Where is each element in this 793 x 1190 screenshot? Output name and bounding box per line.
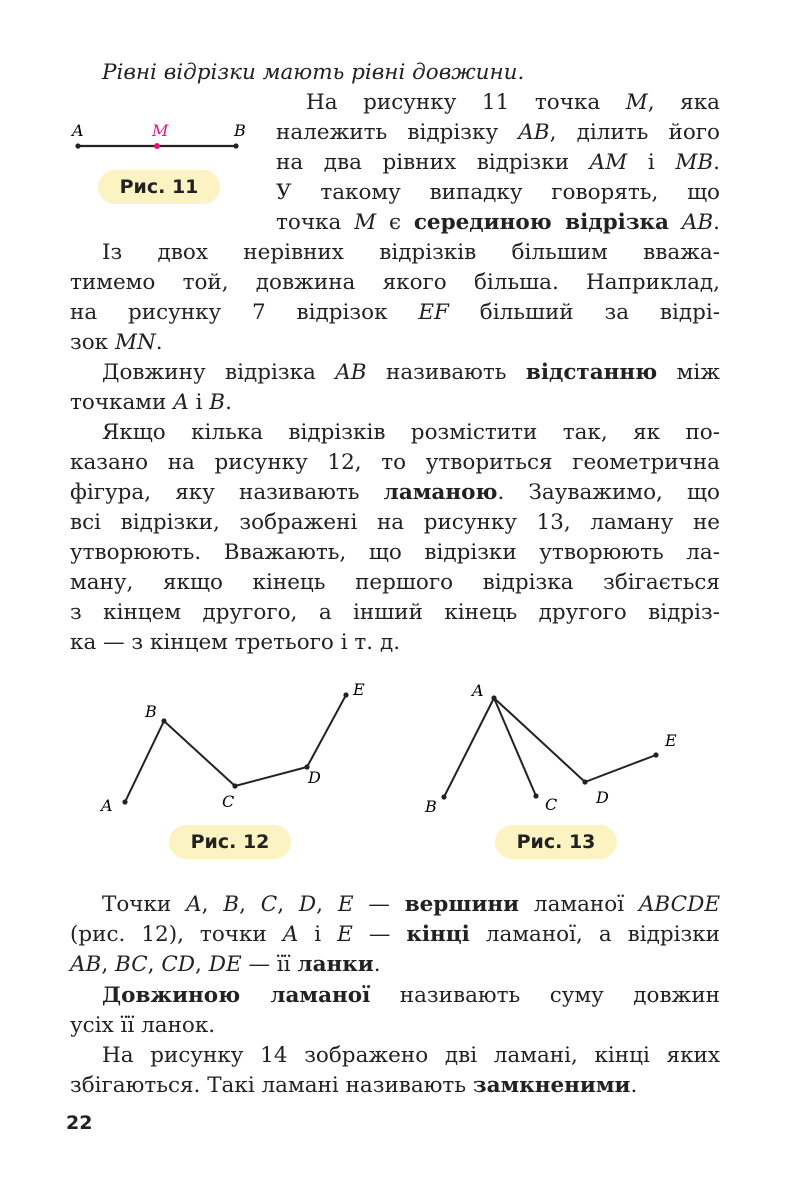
text-line: Довжину відрізка AB називають відстанню між bbox=[102, 360, 720, 385]
text-line: всі відрізки, зображені на рисунку 13, ламану не bbox=[70, 510, 720, 535]
point-e bbox=[653, 752, 658, 757]
figure-12-caption: Рис. 12 bbox=[169, 825, 291, 859]
text-line: ка — з кінцем третього і т. д. bbox=[70, 630, 401, 655]
point-c bbox=[533, 793, 538, 798]
text-line: усіх її ланок. bbox=[70, 1013, 216, 1038]
text-line: казано на рисунку 12, то утвориться геометрична bbox=[70, 450, 720, 475]
text-line: з кінцем другого, а інший кінець другого відріз- bbox=[70, 600, 720, 625]
page-number: 22 bbox=[66, 1112, 93, 1134]
text-line: У такому випадку говорять, що bbox=[276, 180, 720, 205]
point-d bbox=[582, 779, 587, 784]
text-line: на рисунку 7 відрізок EF більший за відрі- bbox=[70, 300, 720, 325]
text-line: утворюють. Вважають, що відрізки утворюють ла- bbox=[70, 540, 720, 565]
vertex-b bbox=[161, 718, 166, 723]
vertex-a bbox=[122, 799, 127, 804]
label-m: M bbox=[152, 121, 169, 140]
text-line: Довжиною ламаної називають суму довжин bbox=[102, 983, 720, 1008]
figure-11-caption: Рис. 11 bbox=[98, 170, 220, 204]
text-line: фігура, яку називають ламаною. Зауважимо, що bbox=[70, 480, 720, 505]
figure-13-caption: Рис. 13 bbox=[495, 825, 617, 859]
figure-12 bbox=[90, 672, 390, 822]
segment-ad bbox=[494, 698, 585, 782]
text-line: На рисунку 11 точка M, яка bbox=[306, 90, 720, 115]
text-line: на два рівних відрізки AM і MB. bbox=[276, 150, 721, 175]
segment-ab bbox=[444, 698, 494, 797]
figure-11 bbox=[66, 116, 266, 166]
text-line: зок MN. bbox=[70, 330, 163, 355]
point-a bbox=[491, 695, 496, 700]
text-line: Рівні відрізки мають рівні довжини. bbox=[102, 60, 525, 85]
label-d: D bbox=[596, 788, 609, 807]
point-b bbox=[233, 143, 238, 148]
text-line: належить відрізку AB, ділить його bbox=[276, 120, 720, 145]
label-a: A bbox=[472, 681, 484, 700]
vertex-e bbox=[343, 692, 348, 697]
text-line: тимемо той, довжина якого більша. Наприклад, bbox=[70, 270, 720, 295]
vertex-c bbox=[232, 783, 237, 788]
label-a: A bbox=[101, 796, 113, 815]
text-line: (рис. 12), точки A і E — кінці ламаної, а відрізки bbox=[70, 922, 721, 947]
text-line: Якщо кілька відрізків розмістити так, як по- bbox=[102, 420, 720, 445]
text-line: точками A і B. bbox=[70, 390, 232, 415]
text-line: збігаються. Такі ламані називають замкненими. bbox=[70, 1073, 638, 1098]
label-d: D bbox=[308, 768, 321, 787]
text-line: точка M є серединою відрізка AB. bbox=[276, 210, 720, 235]
point-b bbox=[441, 794, 446, 799]
label-b: B bbox=[145, 702, 157, 721]
label-e: E bbox=[665, 731, 677, 750]
label-b: B bbox=[425, 797, 437, 816]
segment-de bbox=[585, 755, 656, 782]
text-line: ману, якщо кінець першого відрізка збігається bbox=[70, 570, 720, 595]
text-line: Із двох нерівних відрізків більшим вважа- bbox=[102, 240, 720, 265]
point-m bbox=[154, 143, 160, 149]
segment-ac bbox=[494, 698, 536, 796]
figure-13 bbox=[415, 672, 715, 822]
label-e: E bbox=[353, 680, 365, 699]
text-line: AB, BC, CD, DE — її ланки. bbox=[70, 952, 381, 977]
label-c: C bbox=[222, 792, 235, 811]
text-line: Точки A, B, C, D, E — вершини ламаної ABCDE bbox=[102, 892, 721, 917]
point-a bbox=[75, 143, 80, 148]
label-c: C bbox=[545, 795, 558, 814]
text-line: На рисунку 14 зображено дві ламані, кінці яких bbox=[102, 1043, 720, 1068]
label-a: A bbox=[72, 121, 84, 140]
label-b: B bbox=[234, 121, 246, 140]
